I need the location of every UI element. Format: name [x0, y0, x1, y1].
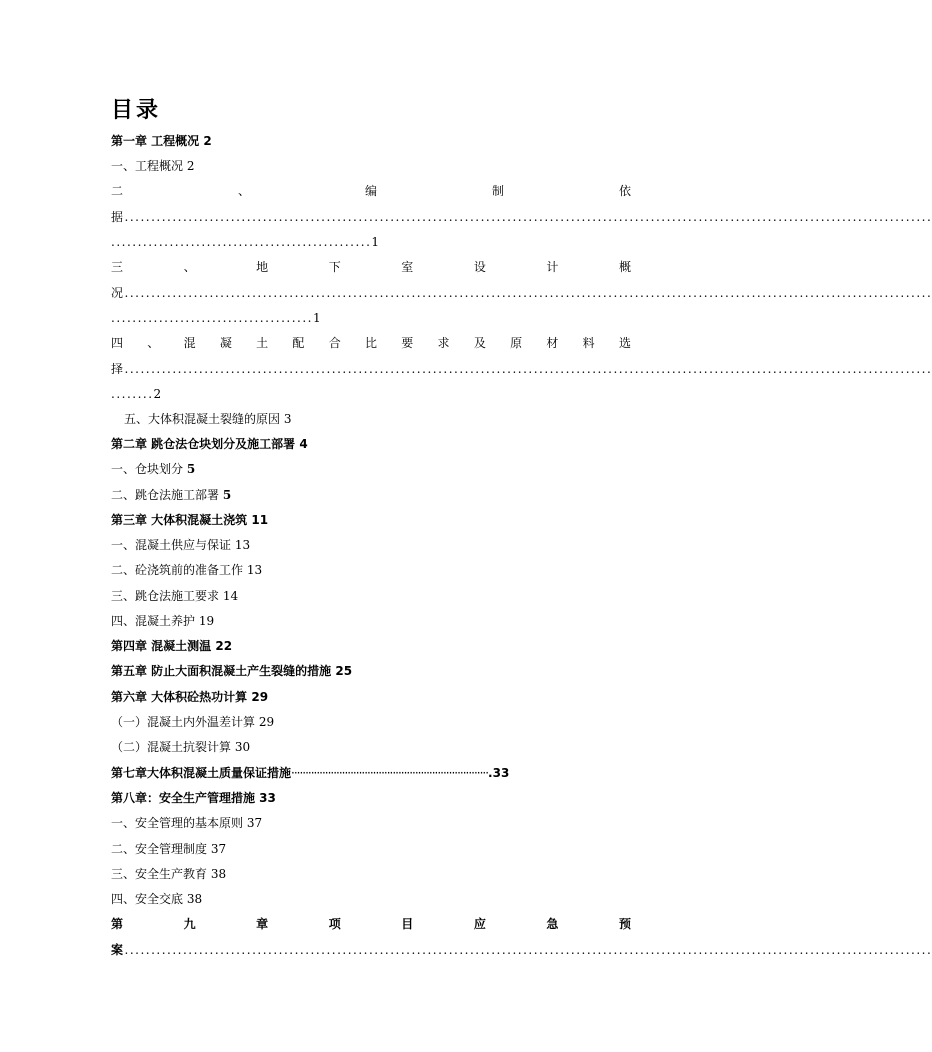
- toc-section-1-5[interactable]: [124, 412, 291, 426]
- toc-section-6-2[interactable]: （二）混凝土抗裂计算 30: [111, 740, 251, 754]
- toc-chapter-5[interactable]: 第五章 防止大面积混凝土产生裂缝的措施 25: [111, 664, 353, 678]
- page-number: 1: [371, 235, 381, 249]
- page-number: .33: [488, 766, 510, 780]
- leader-dots: ........................................................................................................................................................: [124, 210, 932, 224]
- char: 制: [491, 184, 504, 198]
- char: 原: [510, 336, 523, 350]
- char: 下: [328, 260, 341, 274]
- toc-chapter-3[interactable]: 第三章 大体积混凝土浇筑 11: [111, 513, 269, 527]
- char: 案: [111, 943, 125, 957]
- toc-section-3-4[interactable]: 四、混凝土养护 19: [111, 614, 215, 628]
- leader-dots: ........: [111, 387, 154, 401]
- toc-section-1-4-leader: [111, 362, 932, 376]
- toc-chapter-9-spread[interactable]: [111, 917, 631, 931]
- char: 二: [111, 184, 124, 198]
- toc-section-1-3-end: [111, 311, 322, 325]
- char: 计: [546, 260, 559, 274]
- leader-dots: ........................................................................................................................................................: [124, 286, 932, 300]
- toc-section-1-3-spread[interactable]: [111, 260, 631, 274]
- page-number: 1: [312, 311, 323, 325]
- leader-dots: .................................................: [111, 235, 372, 249]
- char: 、: [183, 260, 196, 274]
- toc-chapter-8[interactable]: 第八章：安全生产管理措施 33: [111, 791, 276, 805]
- char: 土: [256, 336, 269, 350]
- section-text: 一、仓块划分: [111, 462, 187, 476]
- leader-dots: ........................................................................................................................................................: [124, 362, 932, 376]
- char: 混: [183, 336, 196, 350]
- toc-section-1-4-end: [111, 387, 163, 401]
- char: 地: [256, 260, 269, 274]
- toc-chapter-2[interactable]: 第二章 跳仓法仓块划分及施工部署 4: [111, 437, 308, 451]
- section-text: 五、大体积混凝土裂缝的原因 3: [124, 412, 292, 426]
- char: 及: [473, 336, 486, 350]
- toc-section-1-1[interactable]: 一、工程概况 2: [111, 159, 195, 173]
- toc-section-1-3-leader: [111, 286, 932, 300]
- char: 九: [183, 917, 196, 931]
- char: 应: [473, 917, 486, 931]
- toc-section-3-3[interactable]: 三、跳仓法施工要求 14: [111, 589, 239, 603]
- toc-section-1-2-leader: [111, 210, 932, 224]
- toc-section-8-3[interactable]: 三、安全生产教育 38: [111, 867, 227, 881]
- leader-dots: ........................................................................................................................................................: [124, 943, 932, 957]
- page-number: 5: [222, 488, 232, 502]
- char: 求: [437, 336, 450, 350]
- char: 四: [111, 336, 124, 350]
- char: 比: [364, 336, 377, 350]
- char: 、: [237, 184, 250, 198]
- char: 编: [364, 184, 377, 198]
- char: 第: [111, 917, 124, 931]
- toc-section-1-4-spread[interactable]: [111, 336, 631, 350]
- char: 依: [618, 184, 631, 198]
- char: 合: [328, 336, 341, 350]
- toc-chapter-1[interactable]: 第一章 工程概况 2: [111, 134, 212, 148]
- char: 章: [256, 917, 269, 931]
- toc-section-8-4[interactable]: 四、安全交底 38: [111, 892, 203, 906]
- toc-section-1-2-spread[interactable]: [111, 184, 631, 198]
- char: 预: [618, 917, 631, 931]
- char: 急: [546, 917, 559, 931]
- char: 概: [618, 260, 631, 274]
- toc-chapter-4[interactable]: 第四章 混凝土测温 22: [111, 639, 233, 653]
- toc-section-3-1[interactable]: 一、混凝土供应与保证 13: [111, 538, 251, 552]
- char: 选: [618, 336, 631, 350]
- toc-section-8-1[interactable]: 一、安全管理的基本原则 37: [111, 816, 263, 830]
- toc-chapter-9-leader: [111, 943, 932, 957]
- char: 三: [111, 260, 124, 274]
- page-number: 2: [153, 387, 163, 401]
- toc-section-6-1[interactable]: （一）混凝土内外温差计算 29: [111, 715, 275, 729]
- toc-chapter-7[interactable]: [111, 766, 631, 780]
- toc-section-8-2[interactable]: 二、安全管理制度 37: [111, 842, 227, 856]
- char: 据: [111, 210, 125, 224]
- char: 、: [147, 336, 160, 350]
- char: 配: [292, 336, 305, 350]
- char: 料: [582, 336, 595, 350]
- char: 况: [111, 286, 125, 300]
- page-number: 5: [186, 462, 196, 476]
- leader-dots: ······································································: [291, 766, 489, 780]
- toc-section-3-2[interactable]: 二、砼浇筑前的准备工作 13: [111, 563, 263, 577]
- char: 材: [546, 336, 559, 350]
- char: 设: [473, 260, 486, 274]
- leader-dots: ......................................: [111, 311, 313, 325]
- char: 项: [328, 917, 341, 931]
- char: 要: [401, 336, 414, 350]
- toc-section-2-2[interactable]: [111, 488, 231, 502]
- toc-section-2-1[interactable]: [111, 462, 195, 476]
- toc-section-1-2-end: [111, 235, 381, 249]
- char: 目: [401, 917, 414, 931]
- section-text: 二、跳仓法施工部署: [111, 488, 223, 502]
- chapter-text: 第七章大体积混凝土质量保证措施: [111, 766, 292, 780]
- char: 室: [401, 260, 414, 274]
- char: 凝: [219, 336, 232, 350]
- toc-chapter-6[interactable]: 第六章 大体积砼热功计算 29: [111, 690, 269, 704]
- char: 择: [111, 362, 125, 376]
- toc-title: 目录: [111, 98, 162, 123]
